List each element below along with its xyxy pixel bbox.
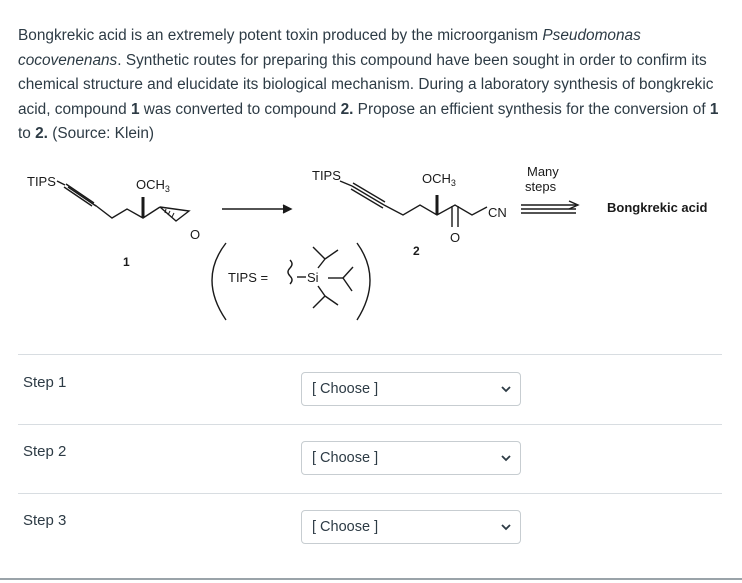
chevron-down-icon xyxy=(500,521,512,533)
many-label: Many xyxy=(527,164,559,179)
reaction-scheme xyxy=(0,155,742,335)
steps-label: steps xyxy=(525,179,557,194)
step-2-select[interactable] xyxy=(301,441,521,475)
chevron-down-icon xyxy=(500,452,512,464)
question-part: Propose an efficient synthesis for the conversion of xyxy=(353,100,710,118)
silicon-label: Si xyxy=(307,270,319,285)
epoxide-oxygen-label: O xyxy=(190,227,201,242)
bottom-rule xyxy=(0,578,742,580)
nitrile-label: CN xyxy=(488,205,507,220)
question-part: Bongkrekic acid is an extremely potent toxin produced by the microorganism xyxy=(18,27,543,44)
step-3-select[interactable] xyxy=(301,510,521,544)
step-3-selected-value: [ Choose ] xyxy=(312,519,379,535)
compound-2-label: 2 xyxy=(413,244,420,258)
ketone-oxygen-label: O xyxy=(450,230,461,245)
divider xyxy=(18,424,722,425)
step-3-label: Step 3 xyxy=(23,512,67,529)
tips-label: TIPS xyxy=(312,168,341,183)
compound-ref: 1 xyxy=(130,100,140,118)
divider xyxy=(18,493,722,494)
step-2-label: Step 2 xyxy=(23,443,67,460)
compound-ref: 1 xyxy=(709,100,719,118)
question-part: (Source: Klein) xyxy=(47,125,155,143)
compound-ref: 2. xyxy=(35,125,48,143)
product-label: Bongkrekic acid xyxy=(607,200,708,215)
step-1-label: Step 1 xyxy=(23,374,67,391)
step-2-selected-value: [ Choose ] xyxy=(312,450,379,466)
step-1-selected-value: [ Choose ] xyxy=(312,381,379,397)
compound-1-label: 1 xyxy=(123,255,130,269)
step-1-select[interactable] xyxy=(301,372,521,406)
compound-ref: 2. xyxy=(340,100,354,118)
question-part: was converted to compound xyxy=(139,100,341,118)
tips-label: TIPS xyxy=(27,174,56,189)
question-text xyxy=(18,24,730,147)
chevron-down-icon xyxy=(500,383,512,395)
organism-name: Pseudomonas cocovenenans xyxy=(18,27,641,69)
methoxy-label: $OCH_3$ xyxy=(422,171,456,188)
tips-definition-label: TIPS = xyxy=(228,270,269,285)
question-part: to xyxy=(18,125,36,143)
question-part: . Synthetic routes for preparing this compound have been sought in order to confirm its chemical structure and elucidate its biological mechanism. During a laboratory synthesis of bongkrekic acid, compound xyxy=(18,51,714,118)
methoxy-label: $OCH_3$ xyxy=(136,177,170,194)
divider xyxy=(18,354,722,355)
